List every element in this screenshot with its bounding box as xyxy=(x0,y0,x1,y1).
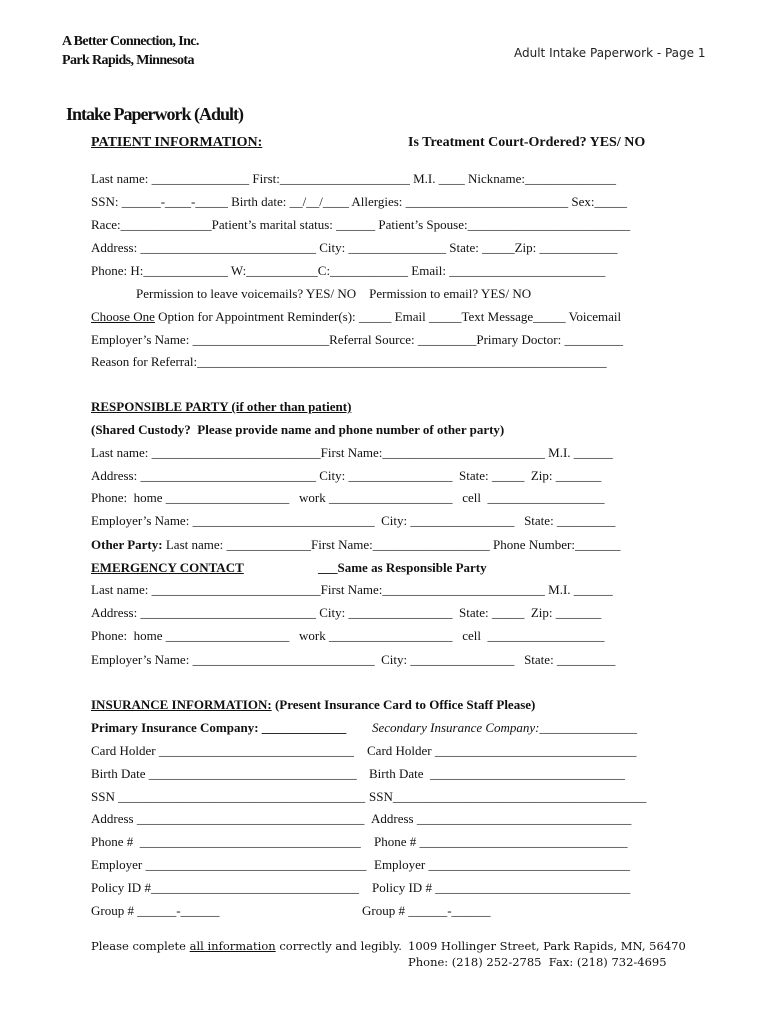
emergency-address-row[interactable]: Address: ___________________________ City: ________________ State: _____ Zip: _______ xyxy=(91,605,602,620)
patient-info-heading: PATIENT INFORMATION: xyxy=(91,135,263,150)
court-ordered-question: Is Treatment Court-Ordered? YES/ NO xyxy=(408,135,646,150)
patient-phone-row[interactable]: Phone: H:_____________ W:___________C:____________ Email: ________________________ xyxy=(91,263,606,278)
emergency-name-row[interactable]: Last name: __________________________First Name:_________________________ M.I. ______ xyxy=(91,582,613,597)
secondary-address[interactable]: Address _________________________________ xyxy=(371,811,632,826)
responsible-employer-row[interactable]: Employer’s Name: ____________________________ City: ________________ State: _________ xyxy=(91,513,616,528)
reminder-options: Option for Appointment Reminder(s): _____ Email _____Text Message_____ Voicemail xyxy=(154,309,622,324)
insurance-heading-row xyxy=(91,697,535,713)
footer-phone-fax: Phone: (218) 252-2785 Fax: (218) 732-4695 xyxy=(408,955,667,969)
primary-employer[interactable]: Employer __________________________________ xyxy=(91,857,367,872)
other-party-row[interactable] xyxy=(91,537,620,553)
responsible-phone-row[interactable]: Phone: home ___________________ work ___________________ cell __________________ xyxy=(91,490,605,505)
secondary-group[interactable]: Group # ______-______ xyxy=(362,903,491,918)
secondary-insurance-field[interactable]: Secondary Insurance Company:_______________ xyxy=(372,720,638,735)
company-location: Park Rapids, Minnesota xyxy=(62,53,194,68)
secondary-ssn[interactable]: SSN_______________________________________ xyxy=(369,789,647,804)
same-as-responsible-option[interactable]: ___Same as Responsible Party xyxy=(318,560,487,575)
primary-policy-id[interactable]: Policy ID #________________________________ xyxy=(91,880,359,895)
secondary-card-holder[interactable]: Card Holder _______________________________ xyxy=(367,743,637,758)
choose-one-label: Choose One xyxy=(91,309,155,324)
footer-note: Please complete all information correctly and legibly. xyxy=(91,939,402,953)
secondary-policy-id[interactable]: Policy ID # ______________________________ xyxy=(372,880,631,895)
reason-referral-row[interactable]: Reason for Referral:_______________________________________________________________ xyxy=(91,354,607,369)
primary-address[interactable]: Address ___________________________________ xyxy=(91,811,365,826)
other-party-label: Other Party: xyxy=(91,537,163,552)
footer-address: 1009 Hollinger Street, Park Rapids, MN, 56470 xyxy=(408,939,686,953)
insurance-note: (Present Insurance Card to Office Staff Please) xyxy=(271,697,536,712)
primary-birth-date[interactable]: Birth Date ________________________________ xyxy=(91,766,357,781)
patient-address-row[interactable]: Address: ___________________________ City: _______________ State: _____Zip: ____________ xyxy=(91,240,618,255)
reminder-row[interactable] xyxy=(91,309,621,325)
company-name: A Better Connection, Inc. xyxy=(62,34,199,49)
emergency-employer-row[interactable]: Employer’s Name: ____________________________ City: ________________ State: _________ xyxy=(91,652,616,667)
page-label: Adult Intake Paperwork - Page 1 xyxy=(514,46,706,60)
patient-ssn-row[interactable]: SSN: ______-____-_____ Birth date: __/__/____ Allergies: _________________________ Sex:_____ xyxy=(91,194,628,209)
patient-name-row[interactable]: Last name: _______________ First:____________________ M.I. ____ Nickname:______________ xyxy=(91,171,617,186)
employer-referral-row[interactable]: Employer’s Name: _____________________Referral Source: _________Primary Doctor: _________ xyxy=(91,332,623,347)
responsible-address-row[interactable]: Address: ___________________________ City: ________________ State: _____ Zip: _______ xyxy=(91,468,602,483)
responsible-name-row[interactable]: Last name: __________________________First Name:_________________________ M.I. ______ xyxy=(91,445,613,460)
all-information-emphasis: all information xyxy=(189,939,276,953)
responsible-party-heading: RESPONSIBLE PARTY (if other than patient) xyxy=(91,399,352,414)
permission-row[interactable]: Permission to leave voicemails? YES/ NO Permission to email? YES/ NO xyxy=(136,286,532,301)
primary-card-holder[interactable]: Card Holder ______________________________ xyxy=(91,743,354,758)
secondary-employer[interactable]: Employer _______________________________ xyxy=(374,857,631,872)
shared-custody-note: (Shared Custody? Please provide name and phone number of other party) xyxy=(91,422,505,437)
secondary-phone[interactable]: Phone # ________________________________ xyxy=(374,834,628,849)
patient-race-row[interactable]: Race:______________Patient’s marital status: ______ Patient’s Spouse:_________________________ xyxy=(91,217,631,232)
secondary-birth-date[interactable]: Birth Date ______________________________ xyxy=(369,766,626,781)
primary-phone[interactable]: Phone # __________________________________ xyxy=(91,834,361,849)
other-party-fields: Last name: _____________First Name:__________________ Phone Number:_______ xyxy=(162,537,621,552)
primary-ssn[interactable]: SSN ______________________________________ xyxy=(91,789,366,804)
emergency-contact-heading: EMERGENCY CONTACT xyxy=(91,560,244,575)
insurance-heading: INSURANCE INFORMATION: xyxy=(91,697,272,712)
emergency-phone-row[interactable]: Phone: home ___________________ work ___________________ cell __________________ xyxy=(91,628,605,643)
primary-insurance-field[interactable]: Primary Insurance Company: _____________ xyxy=(91,720,347,735)
page-title: Intake Paperwork (Adult) xyxy=(66,104,243,124)
primary-group[interactable]: Group # ______-______ xyxy=(91,903,220,918)
